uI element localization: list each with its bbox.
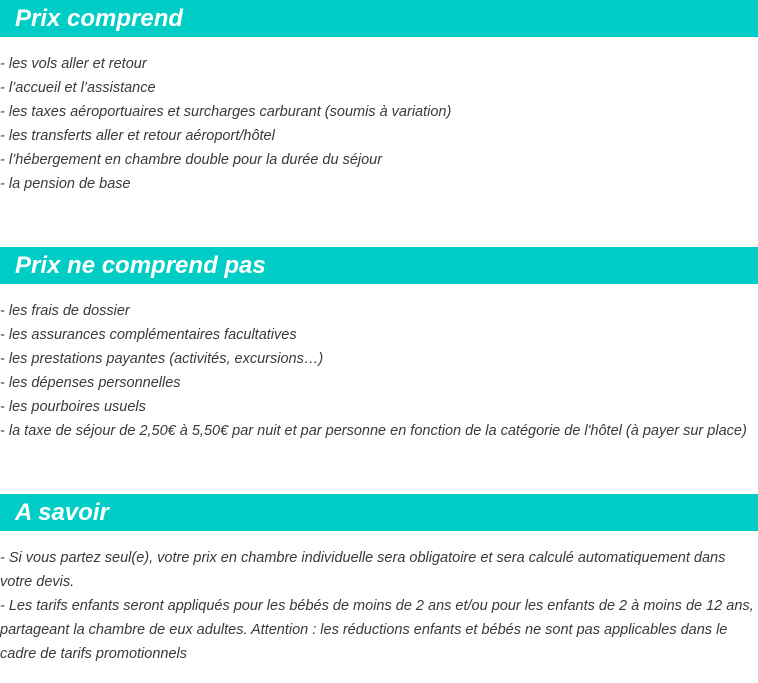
section-title-prix-ne-comprend-pas: Prix ne comprend pas — [0, 247, 758, 284]
list-item: - l’hébergement en chambre double pour la durée du séjour — [0, 152, 383, 168]
list-item: - les prestations payantes (activités, excursions…) — [0, 351, 324, 367]
info-block — [0, 546, 758, 666]
list-item: - les dépenses personnelles — [0, 375, 181, 391]
list-item: - les vols aller et retour — [0, 56, 147, 72]
list-item: - les taxes aéroportuaires et surcharges carburant (soumis à variation) — [0, 104, 452, 120]
list-item: - les frais de dossier — [0, 303, 130, 319]
list-item: - les transferts aller et retour aéroport/hôtel — [0, 128, 275, 144]
list-item: - les assurances complémentaires facultatives — [0, 327, 297, 343]
excluded-list — [0, 299, 747, 443]
list-item: - la taxe de séjour de 2,50€ à 5,50€ par nuit et par personne en fonction de la catégorie de l'hôtel (à payer sur place) — [0, 423, 747, 439]
section-title-prix-comprend: Prix comprend — [0, 0, 758, 37]
info-paragraph: - Les tarifs enfants seront appliqués pour les bébés de moins de 2 ans et/ou pour les enfants de 2 à moins de 12 ans, partageant la chambre de eux adultes. Attention : les réductions enfants et bébés ne sont pas applicables dans le cadre de tarifs promotionnels — [0, 598, 754, 662]
section-title-a-savoir: A savoir — [0, 494, 758, 531]
info-paragraph: - Si vous partez seul(e), votre prix en chambre individuelle sera obligatoire et sera calculé automatiquement dans votre devis. — [0, 550, 726, 590]
list-item: - l’accueil et l’assistance — [0, 80, 156, 96]
list-item: - les pourboires usuels — [0, 399, 146, 415]
list-item: - la pension de base — [0, 176, 131, 192]
included-list — [0, 52, 451, 196]
